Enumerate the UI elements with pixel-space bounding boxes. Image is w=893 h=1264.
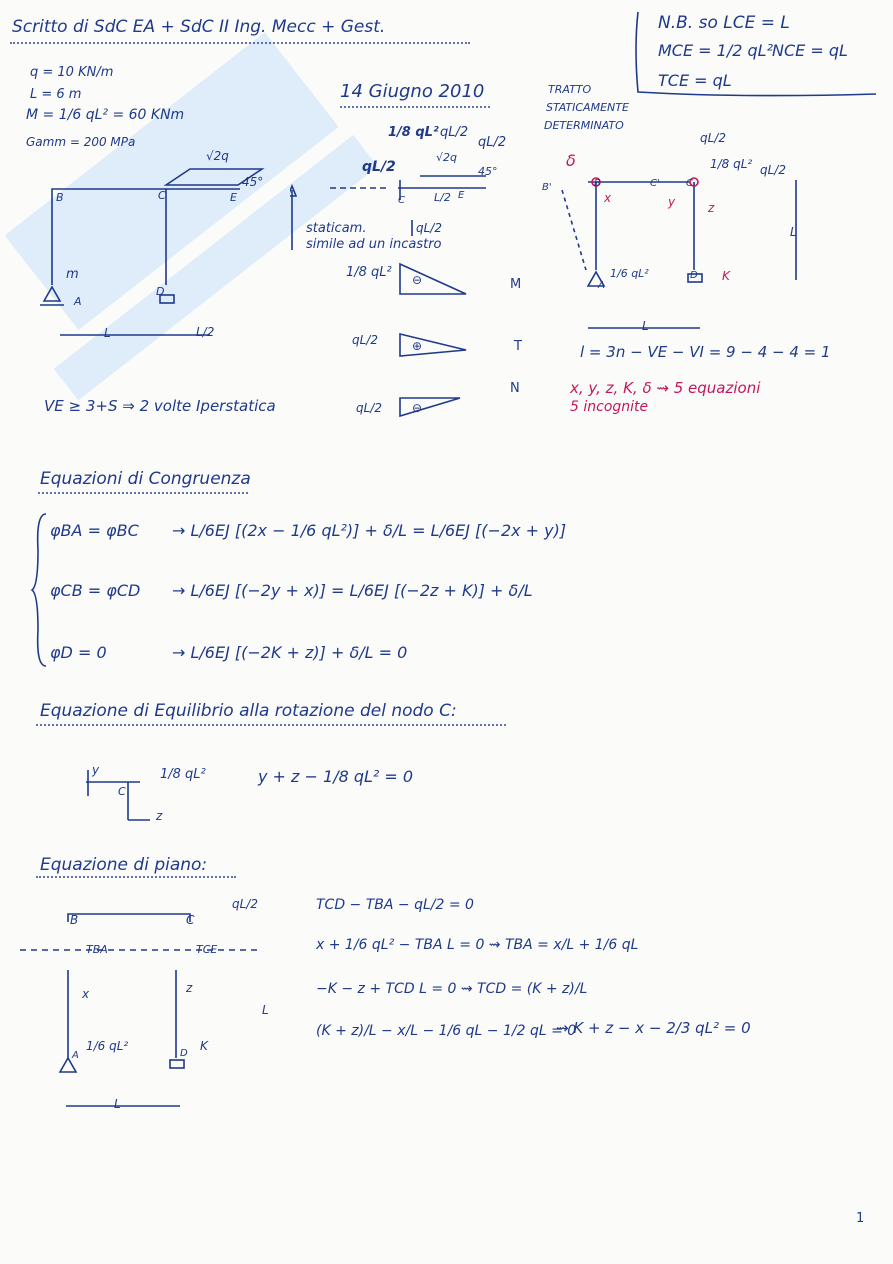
piano-f: qL/2	[232, 897, 258, 911]
cong-eq2-lhs: φCB = φCD	[50, 581, 141, 600]
piano-eq1: TCD − TBA − qL/2 = 0	[316, 897, 474, 913]
rf-m-base: 1/6 qL²	[610, 267, 649, 280]
cant-note-1: staticam.	[306, 221, 367, 236]
cant-f1: qL/2	[440, 125, 469, 140]
piano-eq3: −K − z + TCD L = 0 ⇝ TCD = (K + z)/L	[316, 981, 588, 997]
rf-z: z	[708, 201, 715, 215]
red-note-1: x, y, z, K, δ ⇝ 5 equazioni	[570, 379, 761, 397]
equilibrio-equation: y + z − 1/8 qL² = 0	[258, 767, 414, 786]
diag-M-label: M	[510, 277, 522, 292]
rf-label-Bp: B'	[542, 182, 552, 193]
rf-label-Cp: C'	[650, 178, 660, 189]
diag-M-sign: ⊖	[412, 273, 423, 287]
node-z: z	[156, 809, 163, 823]
cant-label-E: E	[458, 190, 465, 201]
data-gamm: Gamm = 200 MPa	[26, 135, 136, 149]
frame-dim-L: L	[104, 326, 111, 340]
piano-x: x	[82, 987, 90, 1001]
frame-label-D: D	[156, 285, 165, 298]
rf-dim-L-v: L	[790, 225, 797, 239]
cant-m: 1/8 qL²	[388, 125, 439, 140]
cant-label-C: C	[398, 195, 405, 206]
exam-date: 14 Giugno 2010	[340, 81, 485, 102]
piano-TCE: TCE	[196, 943, 218, 956]
piano-D: D	[180, 1048, 188, 1059]
cong-eq1-lhs: φBA = φBC	[50, 521, 139, 540]
diag-T-sign: ⊕	[412, 339, 423, 353]
data-L: L = 6 m	[30, 87, 82, 102]
nb-tce: TCE = qL	[658, 71, 732, 90]
diagram-shapes	[390, 260, 480, 430]
rf-y: y	[668, 195, 676, 209]
rf-f-top: qL/2	[700, 131, 726, 145]
frame-label-A: A	[74, 295, 82, 308]
rf-label-C: C	[686, 178, 693, 189]
rf-m-right: 1/8 qL²	[710, 157, 753, 171]
diag-N-label: N	[510, 381, 520, 396]
cong-eq3-rhs: → L/6EJ [(−2K + z)] + δ/L = 0	[172, 643, 408, 662]
cant-f2: qL/2	[478, 135, 507, 150]
piano-L-h: L	[114, 1097, 121, 1111]
cant-f3: qL/2	[416, 221, 442, 235]
piano-sketch	[20, 897, 280, 1120]
page-number: 1	[856, 1211, 865, 1226]
data-M: M = 1/6 qL² = 60 KNm	[26, 107, 185, 123]
frame-dim-L2: L/2	[196, 325, 215, 339]
rf-delta: δ	[566, 151, 576, 170]
piano-eq4: (K + z)/L − x/L − 1/6 qL − 1/2 qL = 0	[316, 1023, 577, 1039]
page-title: Scritto di SdC EA + SdC II Ing. Mecc + Gest.	[12, 17, 386, 37]
rf-dim-L: L	[642, 319, 649, 333]
cant-note-2: simile ad un incastro	[306, 237, 442, 252]
rf-f-right: qL/2	[760, 163, 786, 177]
nb-line-1: N.B. so LCE = L	[658, 13, 790, 33]
frame-angle: 45°	[242, 175, 264, 189]
cong-eq2-rhs: → L/6EJ [(−2y + x)] = L/6EJ [(−2z + K)] + δ/L	[172, 581, 533, 600]
rf-label-D: D	[690, 270, 698, 281]
frame-label-m: m	[66, 267, 79, 282]
diag-M-val: 1/8 qL²	[346, 265, 392, 280]
piano-B: B	[70, 913, 79, 927]
piano-A: A	[72, 1050, 79, 1061]
cant-len: L/2	[434, 191, 451, 204]
frame-label-E: E	[230, 191, 237, 204]
diag-N-val: qL/2	[356, 401, 382, 415]
tratto-line-3: DETERMINATO	[544, 119, 624, 132]
diag-T-val: qL/2	[352, 333, 378, 347]
frame-sketch	[30, 155, 310, 355]
frame-label-B: B	[56, 191, 64, 204]
piano-K: K	[200, 1039, 208, 1053]
diag-N-sign: ⊖	[412, 401, 423, 415]
piano-TBA: TBA	[86, 943, 108, 956]
rf-label-A: A	[598, 280, 605, 291]
iperstatica-note: VE ≥ 3+S ⇒ 2 volte Iperstatica	[44, 397, 276, 415]
tratto-line-1: TRATTO	[548, 83, 592, 96]
equilibrio-title: Equazione di Equilibrio alla rotazione del nodo C:	[40, 701, 457, 721]
right-frame-sketch	[540, 150, 810, 340]
red-note-2: 5 incognite	[570, 399, 649, 415]
frame-label-C: C	[158, 189, 166, 202]
piano-z: z	[186, 981, 193, 995]
piano-C: C	[186, 913, 195, 927]
node-c: C	[118, 785, 126, 798]
frame-load: √2q	[206, 149, 229, 163]
cong-eq1-rhs: → L/6EJ [(2x − 1/6 qL²)] + δ/L = L/6EJ [(−2x + y)]	[172, 521, 567, 540]
node-y: y	[92, 763, 100, 777]
piano-title: Equazione di piano:	[40, 855, 208, 875]
system-brace	[30, 510, 50, 670]
nb-mce: MCE = 1/2 qL²	[658, 41, 773, 60]
cantilever-sketch	[290, 150, 520, 250]
data-q: q = 10 KN/m	[30, 65, 114, 80]
cant-qL2-left: qL/2	[362, 159, 396, 175]
piano-eq2: x + 1/6 qL² − TBA L = 0 ⇝ TBA = x/L + 1/6 qL	[316, 937, 639, 953]
node-m: 1/8 qL²	[160, 767, 206, 782]
piano-L-v: L	[262, 1003, 269, 1017]
rf-label-B: B	[594, 178, 601, 189]
cant-load: √2q	[436, 151, 457, 164]
cant-angle: 45°	[478, 165, 498, 178]
cong-eq3-lhs: φD = 0	[50, 643, 107, 662]
rf-x: x	[604, 191, 612, 205]
nb-nce: NCE = qL	[772, 41, 848, 60]
formula-l: l = 3n − VE − VI = 9 − 4 − 4 = 1	[580, 343, 831, 361]
tratto-line-2: STATICAMENTE	[546, 101, 629, 114]
piano-eq4b: ⇝ K + z − x − 2/3 qL² = 0	[556, 1019, 751, 1037]
diag-T-label: T	[514, 339, 522, 354]
congruenza-title: Equazioni di Congruenza	[40, 469, 251, 489]
piano-m: 1/6 qL²	[86, 1039, 129, 1053]
rf-k: K	[722, 269, 730, 283]
